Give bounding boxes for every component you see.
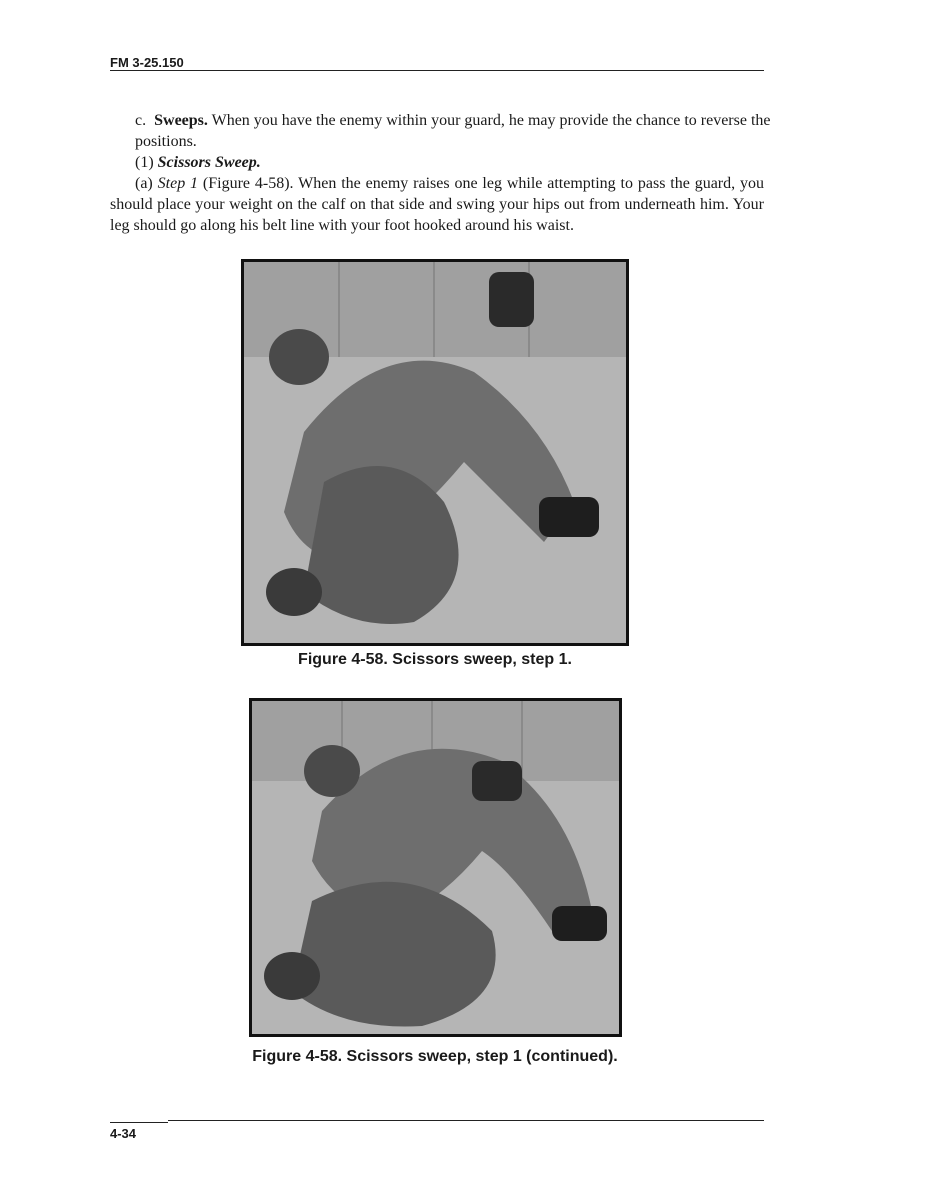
section-title: Sweeps. — [154, 112, 208, 129]
figure-caption-1: Figure 4-58. Scissors sweep, step 1. — [298, 651, 572, 668]
footer-rule — [168, 1120, 764, 1121]
photo-placeholder-2 — [252, 701, 619, 1034]
step-text: When the enemy raises one leg while attempting to pass the guard, you should place your weight on the calf on that side and swing your hips out from underneath him. Your leg should go along his belt line with your foot hooked around his waist. — [110, 175, 765, 234]
figure-photo-1 — [241, 259, 629, 646]
step-marker: (a) — [135, 175, 153, 192]
step-figure-ref: (Figure 4-58). — [198, 175, 299, 192]
footer-rule-left — [110, 1122, 168, 1123]
step-paragraph — [110, 173, 764, 236]
header-rule — [110, 70, 764, 71]
photo-placeholder-1 — [244, 262, 626, 643]
page-number: 4-34 — [110, 1126, 137, 1141]
subsection-heading — [110, 152, 789, 173]
subsection-title: Scissors Sweep. — [157, 154, 261, 171]
figure-caption-2: Figure 4-58. Scissors sweep, step 1 (continued). — [252, 1048, 618, 1065]
document-id: FM 3-25.150 — [110, 55, 184, 70]
section-paragraph — [110, 110, 789, 152]
section-marker: c. — [135, 112, 147, 129]
section-intro: When you have the enemy within your guard, he may provide the chance to reverse the positions. — [135, 112, 771, 150]
step-title: Step 1 — [157, 175, 199, 192]
subsection-marker: (1) — [135, 154, 154, 171]
figure-photo-2 — [249, 698, 622, 1037]
